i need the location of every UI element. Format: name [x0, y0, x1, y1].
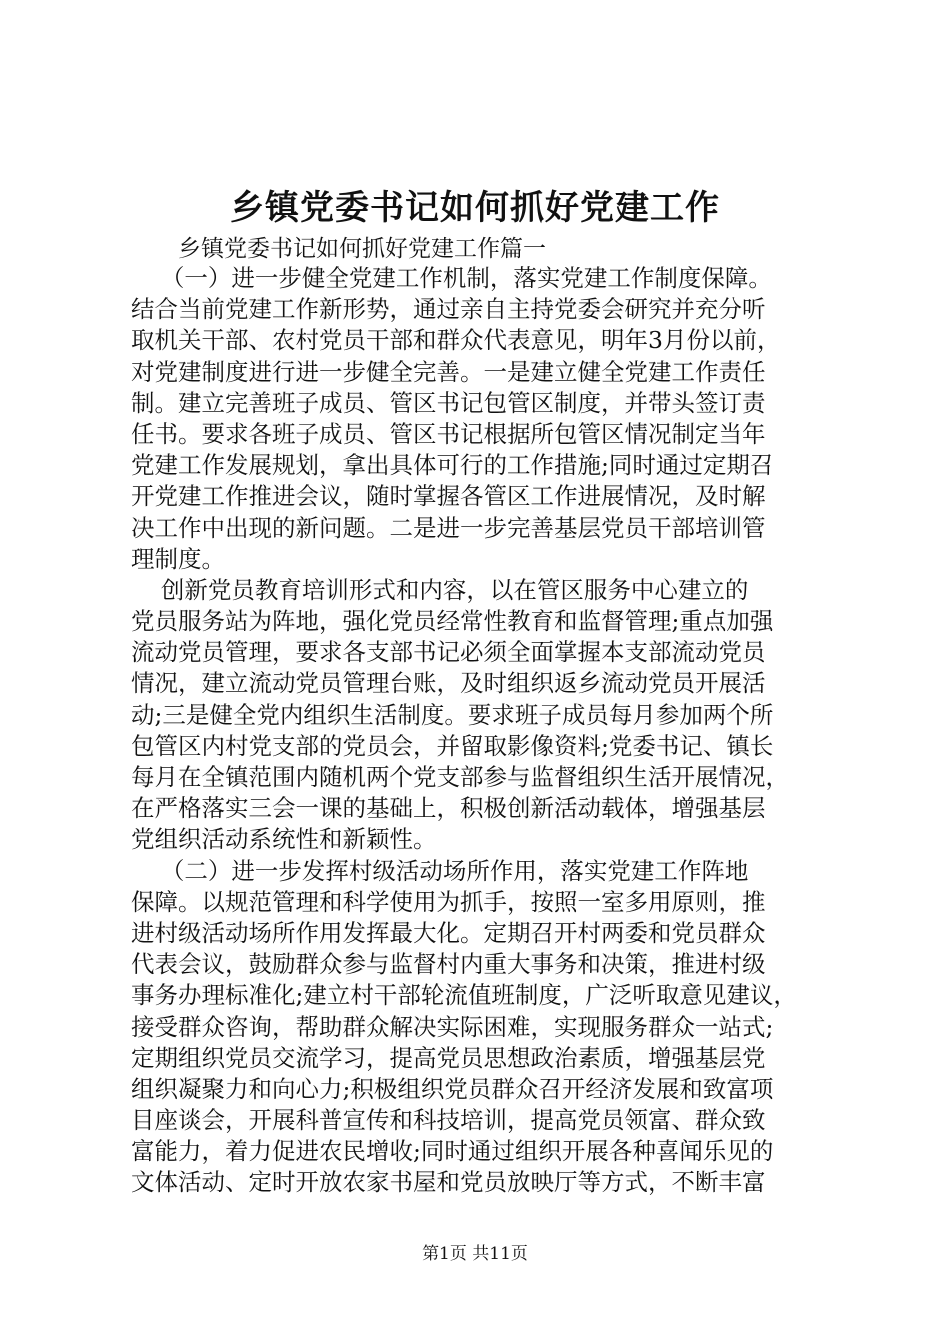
body-line: 在严格落实三会一课的基础上，积极创新活动载体，增强基层 — [131, 794, 766, 823]
page-footer: 第1页 共11页 — [422, 1244, 528, 1264]
body-line: 党员服务站为阵地，强化党员经常性教育和监督管理;重点加强 — [131, 607, 774, 636]
body-line: 创新党员教育培训形式和内容，以在管区服务中心建立的 — [131, 575, 749, 604]
body-line: 决工作中出现的新问题。二是进一步完善基层党员干部培训管 — [131, 513, 766, 542]
body-line: 进村级活动场所作用发挥最大化。定期召开村两委和党员群众 — [131, 918, 766, 947]
body-line: 富能力，着力促进农民增收;同时通过组织开展各种喜闻乐见的 — [131, 1137, 774, 1166]
body-line: 制。建立完善班子成员、管区书记包管区制度，并带头签订责 — [131, 388, 766, 417]
body-line: （一）进一步健全党建工作机制，落实党建工作制度保障。 — [131, 264, 772, 292]
body-line: 接受群众咨询，帮助群众解决实际困难，实现服务群众一站式; — [131, 1012, 774, 1041]
body-line: 保障。以规范管理和科学使用为抓手，按照一室多用原则，推 — [131, 887, 766, 916]
body-line: 代表会议，鼓励群众参与监督村内重大事务和决策，推进村级 — [131, 950, 766, 979]
document-subtitle: 乡镇党委书记如何抓好党建工作篇一 — [178, 236, 546, 262]
document-title: 乡镇党委书记如何抓好党建工作 — [230, 188, 720, 228]
body-line: 每月在全镇范围内随机两个党支部参与监督组织生活开展情况， — [131, 763, 789, 791]
body-line: 情况，建立流动党员管理台账，及时组织返乡流动党员开展活 — [131, 669, 766, 698]
body-line: 动;三是健全党内组织生活制度。要求班子成员每月参加两个所 — [131, 700, 774, 729]
body-line: 包管区内村党支部的党员会，并留取影像资料;党委书记、镇长 — [131, 731, 774, 760]
body-line: 对党建制度进行进一步健全完善。一是建立健全党建工作责任 — [131, 357, 766, 386]
body-line: 目座谈会，开展科普宣传和科技培训，提高党员领富、群众致 — [131, 1106, 766, 1135]
body-line: 取机关干部、农村党员干部和群众代表意见，明年3月份以前， — [131, 326, 781, 355]
body-line: 事务办理标准化;建立村干部轮流值班制度，广泛听取意见建议， — [131, 981, 797, 1010]
body-line: 定期组织党员交流学习，提高党员思想政治素质，增强基层党 — [131, 1043, 766, 1072]
body-line: 结合当前党建工作新形势，通过亲自主持党委会研究并充分听 — [131, 295, 766, 324]
body-line: 开党建工作推进会议，随时掌握各管区工作进展情况，及时解 — [131, 482, 766, 511]
body-line: 党建工作发展规划，拿出具体可行的工作措施;同时通过定期召 — [131, 451, 774, 480]
body-line: 任书。要求各班子成员、管区书记根据所包管区情况制定当年 — [131, 419, 766, 448]
body-line: 文体活动、定时开放农家书屋和党员放映厅等方式，不断丰富 — [131, 1168, 766, 1197]
document-body — [131, 263, 831, 1199]
body-line: 理制度。 — [131, 544, 225, 573]
body-line: 组织凝聚力和向心力;积极组织党员群众召开经济发展和致富项 — [131, 1074, 774, 1103]
body-line: 流动党员管理，要求各支部书记必须全面掌握本支部流动党员 — [131, 638, 766, 667]
body-line: 党组织活动系统性和新颖性。 — [131, 825, 437, 854]
body-line: （二）进一步发挥村级活动场所作用，落实党建工作阵地 — [131, 856, 749, 885]
